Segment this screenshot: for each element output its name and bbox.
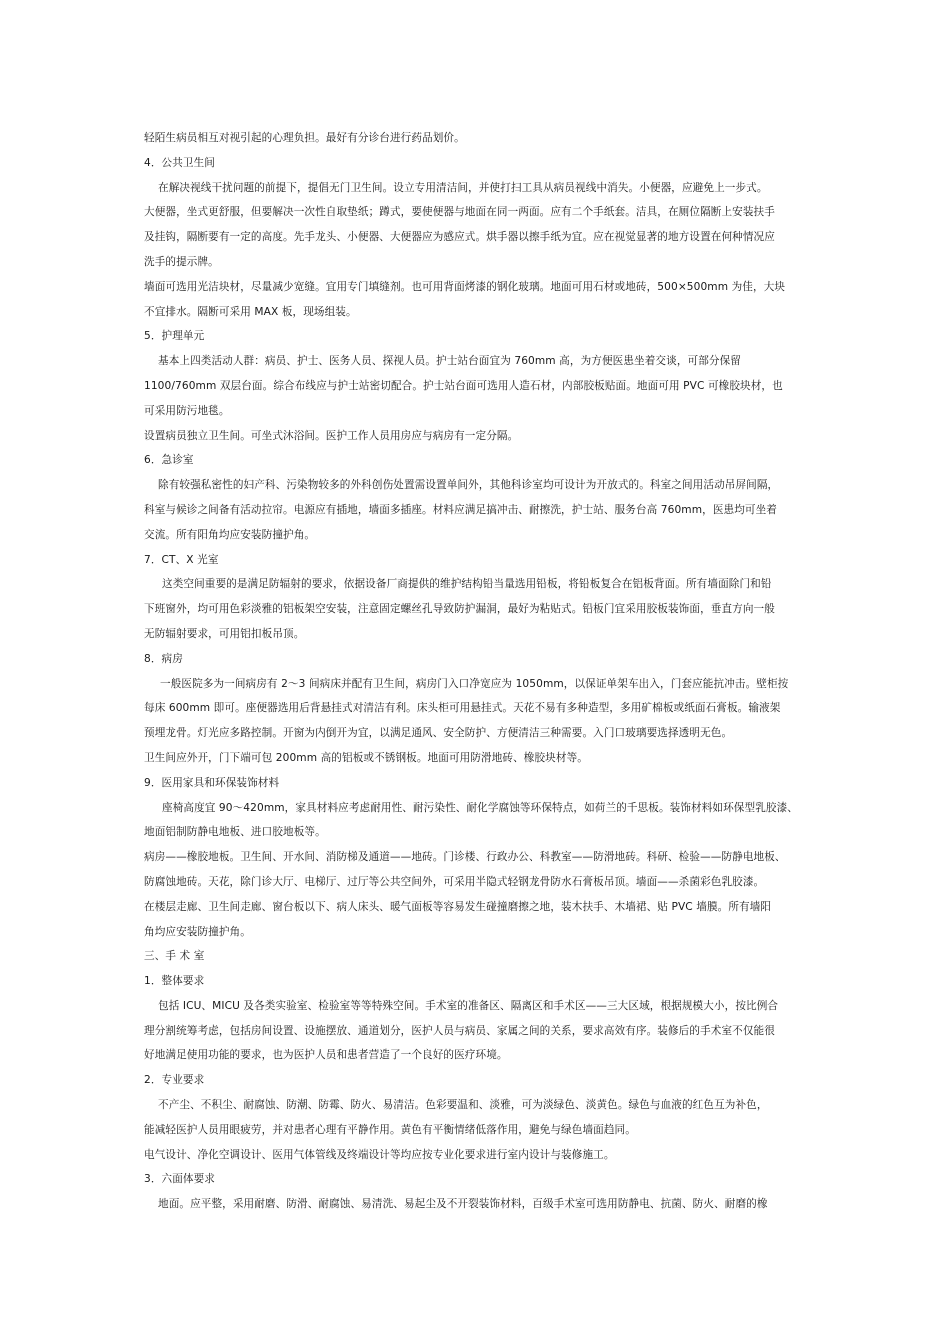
text-line: 三、手 术 室 (144, 950, 205, 963)
text-line: 6．急诊室 (144, 454, 194, 467)
text-line: 地面铝制防静电地板、进口胶地板等。 (144, 826, 326, 839)
text-line: 9．医用家具和环保装饰材料 (144, 776, 280, 789)
text-line: 角均应安装防撞护角。 (144, 925, 251, 938)
text-line: 设置病员独立卫生间。可坐式沐浴间。医护工作人员用房应与病房有一定分隔。 (144, 429, 519, 442)
text-line: 好地满足使用功能的要求，也为医护人员和患者营造了一个良好的医疗环境。 (144, 1049, 508, 1062)
text-line: 3．六面体要求 (144, 1173, 216, 1186)
text-line: 理分割统筹考虑，包括房间设置、设施摆放、通道划分，医护人员与病员、家属之间的关系，要求高效有序。装修后的手术室不仅能很 (144, 1024, 775, 1037)
text-line: 在楼层走廊、卫生间走廊、窗台板以下、病人床头、暖气面板等容易发生碰撞磨擦之地，装木扶手、木墙裙、贴 PVC 墙膜。所有墙阳 (144, 900, 772, 913)
text-line: 防腐蚀地砖。天花，除门诊大厅、电梯厅、过厅等公共空间外，可采用半隐式轻钢龙骨防水石膏板吊顶。墙面——杀菌彩色乳胶漆。 (144, 875, 765, 888)
text-line: 轻陌生病员相互对视引起的心理负担。最好有分诊台进行药品划价。 (144, 132, 465, 144)
text-line: 2．专业要求 (144, 1074, 205, 1087)
text-line: 预埋龙骨。灯光应多路控制。开窗为内倒开为宜，以满足通风、安全防护、方便清洁三种需要。入门口玻璃要选择透明无色。 (144, 727, 733, 740)
text-line: 交流。所有阳角均应安装防撞护角。 (144, 528, 316, 541)
text-line: 除有较强私密性的妇产科、污染物较多的外科创伤处置需设置单间外，其他科诊室均可设计为开放式的。科室之间用活动吊屏间隔， (158, 479, 779, 492)
text-line: 4．公共卫生间 (144, 156, 216, 169)
text-line: 1．整体要求 (144, 975, 205, 988)
text-line: 大便器，坐式更舒服，但要解决一次性自取垫纸；蹲式，要使便器与地面在同一两面。应有二个手纸套。洁具，在厕位隔断上安装扶手 (144, 206, 775, 219)
text-line: 1100/760mm 双层台面。综合布线应与护士站密切配合。护士站台面可选用人造石材，内部胶板贴面。地面可用 PVC 可橡胶块材，也 (144, 379, 783, 392)
text-line: 科室与候诊之间备有活动拉帘。电源应有插地，墙面多插座。材料应满足搞冲击、耐擦洗，护士站、服务台高 760mm，医患均可坐着 (144, 503, 777, 516)
text-line: 基本上四类活动人群：病员、护士、医务人员、探视人员。护士站台面宜为 760mm 高，为方便医患坐着交谈，可部分保留 (158, 355, 741, 368)
text-line: 能减轻医护人员用眼疲劳，并对患者心理有平静作用。黄色有平衡情绪低落作用，避免与绿色墙面趋同。 (144, 1123, 636, 1136)
text-line: 一般医院多为一间病房有 2～3 间病床并配有卫生间，病房门入口净宽应为 1050mm，以保证单架车出入，门套应能抗冲击。壁柜按 (160, 677, 789, 690)
text-line: 电气设计、净化空调设计、医用气体管线及终端设计等均应按专业化要求进行室内设计与装修施工。 (144, 1148, 615, 1161)
text-line: 不产尘、不积尘、耐腐蚀、防潮、防霉、防火、易清洁。色彩要温和、淡雅，可为淡绿色、淡黄色。绿色与血液的红色互为补色， (158, 1099, 768, 1112)
text-line: 卫生间应外开，门下端可包 200mm 高的铝板或不锈钢板。地面可用防滑地砖、橡胶块材等。 (144, 751, 588, 764)
text-line: 墙面可选用光洁块材，尽量减少宽缝。宜用专门填缝剂。也可用背面烤漆的钢化玻璃。地面可用石材或地砖，500×500mm 为佳，大块 (144, 280, 786, 293)
text-line: 8．病房 (144, 652, 183, 665)
text-line: 地面。应平整，采用耐磨、防滑、耐腐蚀、易清洗、易起尘及不开裂装饰材料，百级手术室可选用防静电、抗菌、防火、耐磨的橡 (158, 1198, 768, 1211)
text-line: 包括 ICU、MICU 及各类实验室、检验室等等特殊空间。手术室的准备区、隔离区和手术区——三大区域，根据规模大小，按比例合 (158, 999, 779, 1012)
text-line: 不宜排水。隔断可采用 MAX 板，现场组装。 (144, 305, 357, 318)
text-line: 5．护理单元 (144, 330, 205, 343)
document-body (144, 126, 816, 1217)
text-line: 这类空间重要的是满足防辐射的要求，依据设备厂商提供的维护结构铅当量选用铅板，将铅板复合在铝板背面。所有墙面除门和铅 (162, 578, 772, 591)
text-line: 及挂钩，隔断要有一定的高度。先手龙头、小便器、大便器应为感应式。烘手器以擦手纸为宜。应在视觉显著的地方设置在何种情况应 (144, 231, 775, 244)
text-line: 病房——橡胶地板。卫生间、开水间、消防梯及通道——地砖。门诊楼、行政办公、科教室——防滑地砖。科研、检验——防静电地板、 (144, 851, 786, 864)
text-line: 座椅高度宜 90～420mm，家具材料应考虑耐用性、耐污染性、耐化学腐蚀等环保特点，如荷兰的千思板。装饰材料如环保型乳胶漆、 (162, 801, 798, 814)
text-line: 在解决视线干扰问题的前提下，提倡无门卫生间。设立专用清洁间，并使打扫工具从病员视线中消失。小便器，应避免上一步式。 (158, 181, 768, 194)
text-line: 下班窗外，均可用色彩淡雅的铝板架空安装，注意固定螺丝孔导致防护漏洞，最好为粘贴式。铅板门宜采用胶板装饰面，垂直方向一般 (144, 603, 775, 616)
text-line: 可采用防污地毯。 (144, 404, 230, 417)
text-line: 7．CT、X 光室 (144, 553, 219, 566)
text-line: 每床 600mm 即可。座便器选用后背悬挂式对清洁有利。床头柜可用悬挂式。天花不易有多种造型，多用矿棉板或纸面石膏板。输液架 (144, 702, 781, 715)
text-line: 无防辐射要求，可用铝扣板吊顶。 (144, 627, 305, 640)
text-line: 洗手的提示牌。 (144, 255, 219, 268)
